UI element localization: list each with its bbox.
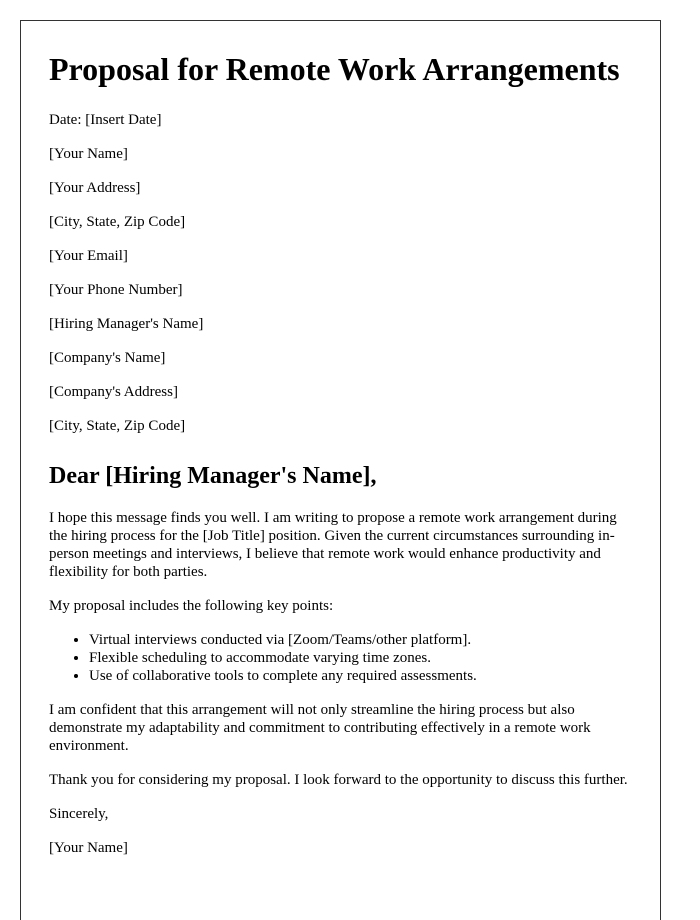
body-paragraph-intro: I hope this message finds you well. I am writing to propose a remote work arrangement during the hiring process for the [Job Title] position. Given the current circumstances surrounding in-person meetings and interviews, I believe that remote work would enhance productivity and flexibility for both parties.	[49, 510, 617, 580]
list-item: • Flexible scheduling to accommodate varying time zones.	[89, 649, 632, 667]
letter-title: Proposal for Remote Work Arrangements	[49, 51, 620, 87]
date-line: Date: [Insert Date]	[49, 112, 162, 128]
list-item: • Virtual interviews conducted via [Zoom/Teams/other platform].	[89, 631, 632, 649]
sender-phone: [Your Phone Number]	[49, 282, 183, 298]
list-item: • Use of collaborative tools to complete any required assessments.	[89, 667, 632, 685]
company-name: [Company's Name]	[49, 350, 166, 366]
company-address: [Company's Address]	[49, 384, 178, 400]
sender-email: [Your Email]	[49, 248, 128, 264]
sender-address: [Your Address]	[49, 180, 141, 196]
signature: [Your Name]	[49, 840, 128, 856]
body-paragraph-thanks: Thank you for considering my proposal. I look forward to the opportunity to discuss this further.	[49, 772, 628, 788]
closing: Sincerely,	[49, 806, 109, 822]
sender-name: [Your Name]	[49, 146, 128, 162]
company-city-state-zip: [City, State, Zip Code]	[49, 418, 186, 434]
key-points-list	[49, 631, 632, 685]
sender-block	[49, 111, 632, 435]
letter-page	[20, 20, 661, 920]
recipient-name: [Hiring Manager's Name]	[49, 316, 204, 332]
sender-city-state-zip: [City, State, Zip Code]	[49, 214, 186, 230]
body-paragraph-confidence: I am confident that this arrangement will not only streamline the hiring process but also demonstrate my adaptability and commitment to contributing effectively in a remote work environment.	[49, 702, 591, 754]
body-paragraph-key-points-intro: My proposal includes the following key points:	[49, 598, 334, 614]
salutation: Dear [Hiring Manager's Name],	[49, 463, 377, 489]
